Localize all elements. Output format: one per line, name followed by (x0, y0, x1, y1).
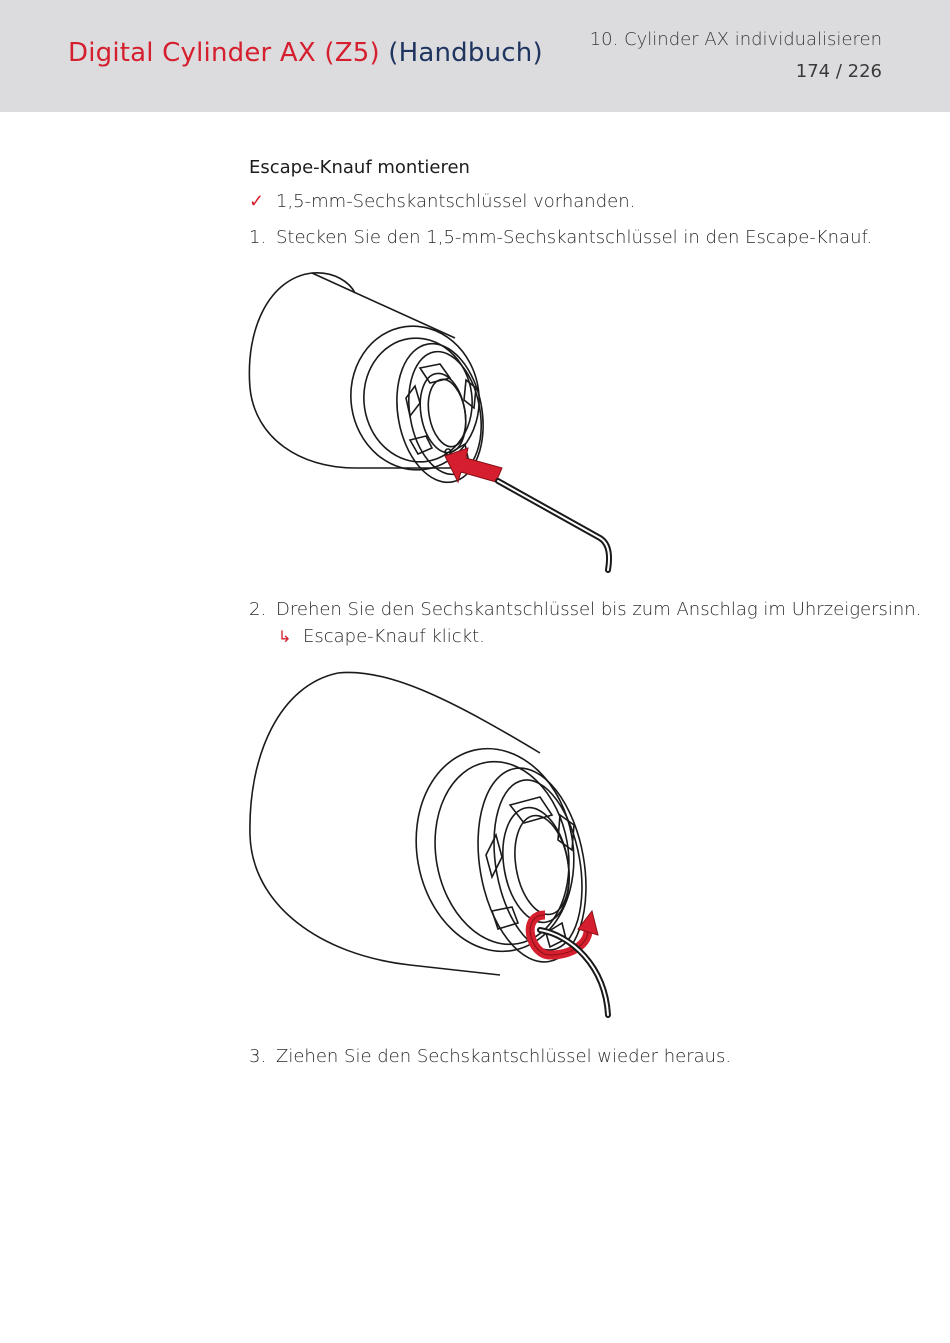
step-2-result: Escape-Knauf klickt. (303, 626, 485, 647)
turn-clockwise-illustration (240, 665, 620, 1030)
page-number: 174 / 226 (795, 61, 882, 82)
page-header (0, 0, 950, 112)
step-1-number: 1. (249, 227, 267, 248)
section-heading: Escape-Knauf montieren (249, 157, 470, 178)
document-title (68, 38, 543, 68)
step-2-text: Drehen Sie den Sechskantschlüssel bis zum Anschlag im Uhrzeigersinn. (276, 599, 922, 620)
result-marker (278, 626, 291, 647)
insert-hex-key-illustration (240, 268, 620, 578)
step-3-text: Ziehen Sie den Sechskantschlüssel wieder heraus. (276, 1046, 732, 1067)
step-3-number: 3. (249, 1046, 267, 1067)
step-2-number: 2. (249, 599, 267, 620)
result-arrow-icon: ↳ (278, 627, 292, 646)
prerequisite-text: 1,5-mm-Sechskantschlüssel vorhanden. (276, 191, 636, 212)
document-title-main: Digital Cylinder AX (Z5) (68, 38, 380, 68)
step-1-text: Stecken Sie den 1,5-mm-Sechskantschlüssel in den Escape-Knauf. (276, 227, 873, 248)
document-title-sub: (Handbuch) (388, 38, 543, 68)
checkmark-icon: ✓ (249, 191, 265, 212)
chapter-title: 10. Cylinder AX individualisieren (589, 29, 882, 50)
prerequisite-marker (249, 191, 264, 212)
